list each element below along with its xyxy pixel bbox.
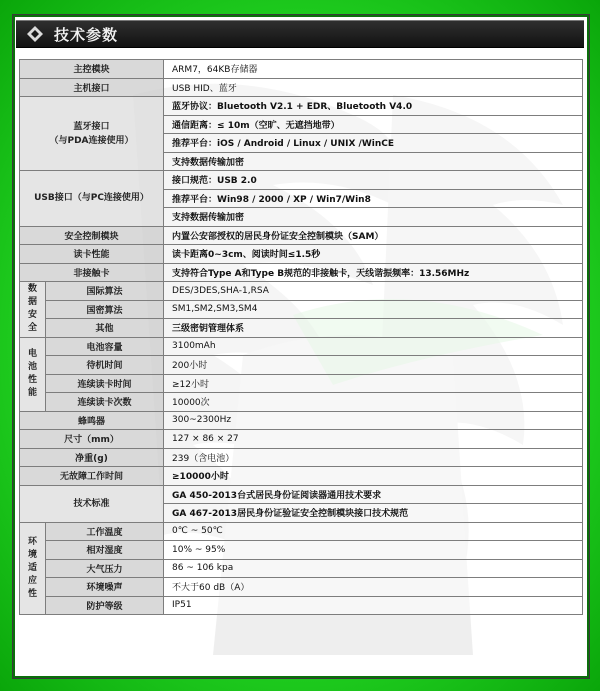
environment-group-label: 环境适应性 <box>20 522 46 615</box>
table-row <box>20 319 583 338</box>
table-row <box>20 596 583 615</box>
row-label: 电池容量 <box>46 337 164 356</box>
row-label: 相对湿度 <box>46 541 164 560</box>
usb-group-label: USB接口（与PC连接使用） <box>20 171 164 227</box>
row-value: 支持数据传输加密 <box>164 208 583 227</box>
row-value: 127 × 86 × 27 <box>164 430 583 449</box>
section-header <box>16 20 584 48</box>
row-value: USB HID、蓝牙 <box>164 78 583 97</box>
bluetooth-label-line1: 蓝牙接口 <box>73 121 110 132</box>
row-label: 国密算法 <box>46 300 164 319</box>
table-row <box>20 356 583 375</box>
table-row <box>20 60 583 79</box>
row-label: 环境噪声 <box>46 578 164 597</box>
row-label: 读卡性能 <box>20 245 164 264</box>
row-value: 200小时 <box>164 356 583 375</box>
table-row <box>20 78 583 97</box>
row-value: ≥10000小时 <box>164 467 583 486</box>
row-value: 300~2300Hz <box>164 411 583 430</box>
table-row <box>20 97 583 116</box>
table-row <box>20 411 583 430</box>
row-label: 连续读卡时间 <box>46 374 164 393</box>
row-value: 86 ~ 106 kpa <box>164 559 583 578</box>
row-value: GA 450-2013台式居民身份证阅读器通用技术要求 <box>164 485 583 504</box>
row-value: 10000次 <box>164 393 583 412</box>
table-row <box>20 282 583 301</box>
table-row <box>20 522 583 541</box>
data-security-group-label: 数据安全 <box>20 282 46 338</box>
diamond-logo-icon <box>26 25 44 43</box>
table-row <box>20 559 583 578</box>
row-value: 内置公安部授权的居民身份证安全控制模块（SAM） <box>164 226 583 245</box>
row-label: 尺寸（mm） <box>20 430 164 449</box>
row-label: 净重(g) <box>20 448 164 467</box>
row-label: 工作温度 <box>46 522 164 541</box>
row-value: SM1,SM2,SM3,SM4 <box>164 300 583 319</box>
row-label: 国际算法 <box>46 282 164 301</box>
row-label: 蜂鸣器 <box>20 411 164 430</box>
row-value: 不大于60 dB（A） <box>164 578 583 597</box>
table-row <box>20 467 583 486</box>
row-value: 0℃ ~ 50℃ <box>164 522 583 541</box>
row-label: 连续读卡次数 <box>46 393 164 412</box>
table-row <box>20 393 583 412</box>
table-row <box>20 448 583 467</box>
row-value: 推荐平台：iOS / Android / Linux / UNIX /WinCE <box>164 134 583 153</box>
standard-group-label: 技术标准 <box>20 485 164 522</box>
table-row <box>20 226 583 245</box>
battery-group-label: 电池性能 <box>20 337 46 411</box>
row-value: 通信距离：≤ 10m（空旷、无遮挡地带） <box>164 115 583 134</box>
row-label: 其他 <box>46 319 164 338</box>
row-value: 支持符合Type A和Type B规范的非接触卡，天线谐振频率：13.56MHz <box>164 263 583 282</box>
table-row <box>20 374 583 393</box>
row-value: 推荐平台：Win98 / 2000 / XP / Win7/Win8 <box>164 189 583 208</box>
table-row <box>20 263 583 282</box>
row-value: ≥12小时 <box>164 374 583 393</box>
table-row <box>20 485 583 504</box>
spec-table <box>19 59 583 615</box>
row-label: 无故障工作时间 <box>20 467 164 486</box>
row-label: 防护等级 <box>46 596 164 615</box>
row-label: 安全控制模块 <box>20 226 164 245</box>
table-row <box>20 171 583 190</box>
row-label: 非接触卡 <box>20 263 164 282</box>
row-value: 239（含电池） <box>164 448 583 467</box>
row-value: IP51 <box>164 596 583 615</box>
row-value: 接口规范：USB 2.0 <box>164 171 583 190</box>
table-row <box>20 541 583 560</box>
row-value: 3100mAh <box>164 337 583 356</box>
row-value: 10% ~ 95% <box>164 541 583 560</box>
table-row <box>20 578 583 597</box>
row-value: 蓝牙协议：Bluetooth V2.1 + EDR、Bluetooth V4.0 <box>164 97 583 116</box>
row-label: 主控模块 <box>20 60 164 79</box>
row-value: ARM7，64KB存储器 <box>164 60 583 79</box>
table-row <box>20 245 583 264</box>
row-label: 待机时间 <box>46 356 164 375</box>
bluetooth-group-label <box>20 97 164 171</box>
row-value: DES/3DES,SHA-1,RSA <box>164 282 583 301</box>
table-row <box>20 337 583 356</box>
row-label: 主机接口 <box>20 78 164 97</box>
table-row <box>20 300 583 319</box>
bluetooth-label-line2: （与PDA连接使用） <box>49 135 134 146</box>
row-value: 三级密钥管理体系 <box>164 319 583 338</box>
row-label: 大气压力 <box>46 559 164 578</box>
row-value: 支持数据传输加密 <box>164 152 583 171</box>
table-row <box>20 430 583 449</box>
page-title: 技术参数 <box>54 26 119 44</box>
row-value: GA 467-2013居民身份证验证安全控制模块接口技术规范 <box>164 504 583 523</box>
row-value: 读卡距离0~3cm、阅读时间≤1.5秒 <box>164 245 583 264</box>
